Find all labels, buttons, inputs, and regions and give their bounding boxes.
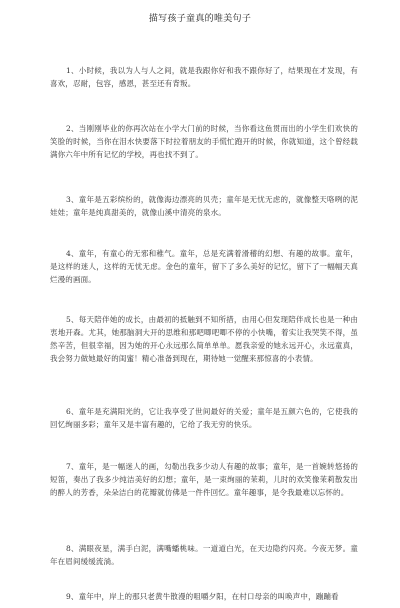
paragraph-5: 5、每天陪伴她的成长，由最初的抵触到不知所措，由用心但发现陪伴成长也是一种由衷地开森。尤其，她那脑洞大开的思维和那吧唧吧唧不停的小快嘴，着实让我哭笑不得，虽然辛苦，但很幸福，因为她的开心永远那么简单单单。愿我亲爱的她永远开心，永远童真，我会努力做她最好的闺蜜！精心准备到现在，期待她一觉醒来那惊喜的小表情。 xyxy=(50,315,358,363)
paragraph-7: 7、童年，是一幅迷人的画，勾勒出我多少动人有趣的故事；童年，是一首婉转悠扬的短笛，奏出了我多少纯洁美好的幻想；童年，是一束绚丽的茉莉，儿时的欢笑像茉莉散发出的醉人的芳香，朵朵洁白的花瓣就仿佛是一件件回忆。童年趣事，是令我最难以忘怀的。 xyxy=(50,462,358,497)
paragraph-3: 3、童年是五彩缤纷的，就像海边漂亮的贝壳；童年是无忧无虑的，就像整天咯咧的泥娃娃；童年是纯真甜美的，就像山溪中清亮的泉水。 xyxy=(50,195,358,217)
paragraph-4: 4、童年，有童心的无邪和稚气。童年，总是充满着滑稽的幻想、有趣的故事。童年，是这样的迷人，这样的无忧无虑。金色的童年，留下了多么美好的记忆，留下了一幅幅天真烂漫的画面。 xyxy=(50,249,358,284)
paragraph-6: 6、童年是充满阳光的，它让我享受了世间最好的关爱；童年是五颜六色的，它使我的回忆绚丽多彩；童年又是丰富有趣的，它给了我无穷的快乐。 xyxy=(50,407,358,429)
document-title: 描写孩子童真的唯美句子 xyxy=(148,14,252,24)
paragraph-8: 8、满眼夜星，满手白泥，满嘴蟠桃味。一道道白光，在天边隐约闪亮。今夜无梦。童年在眉间缓缓流淌。 xyxy=(50,544,358,566)
paragraph-2: 2、当刚刚毕业的你再次站在小学大门前的时候，当你看这鱼贯而出的小学生们欢快的笑脸的时候，当你在泪水快要落下时拉着朋友的手慌忙跑开的时候，你就知道，这个曾经载满你六年中所有记忆的学校，再也找不到了。 xyxy=(50,124,358,159)
paragraph-1: 1、小时候，我以为人与人之间，就是我跟你好和我不跟你好了，结果现在才发现，有喜欢，忍耐，包容，感恩，甚至还有背叛。 xyxy=(50,66,358,88)
paragraph-9: 9、童年中，岸上的那只老黄牛散漫的咀嚼夕阳，在村口母亲的叫唤声中，蹦蹦看 xyxy=(66,592,339,601)
